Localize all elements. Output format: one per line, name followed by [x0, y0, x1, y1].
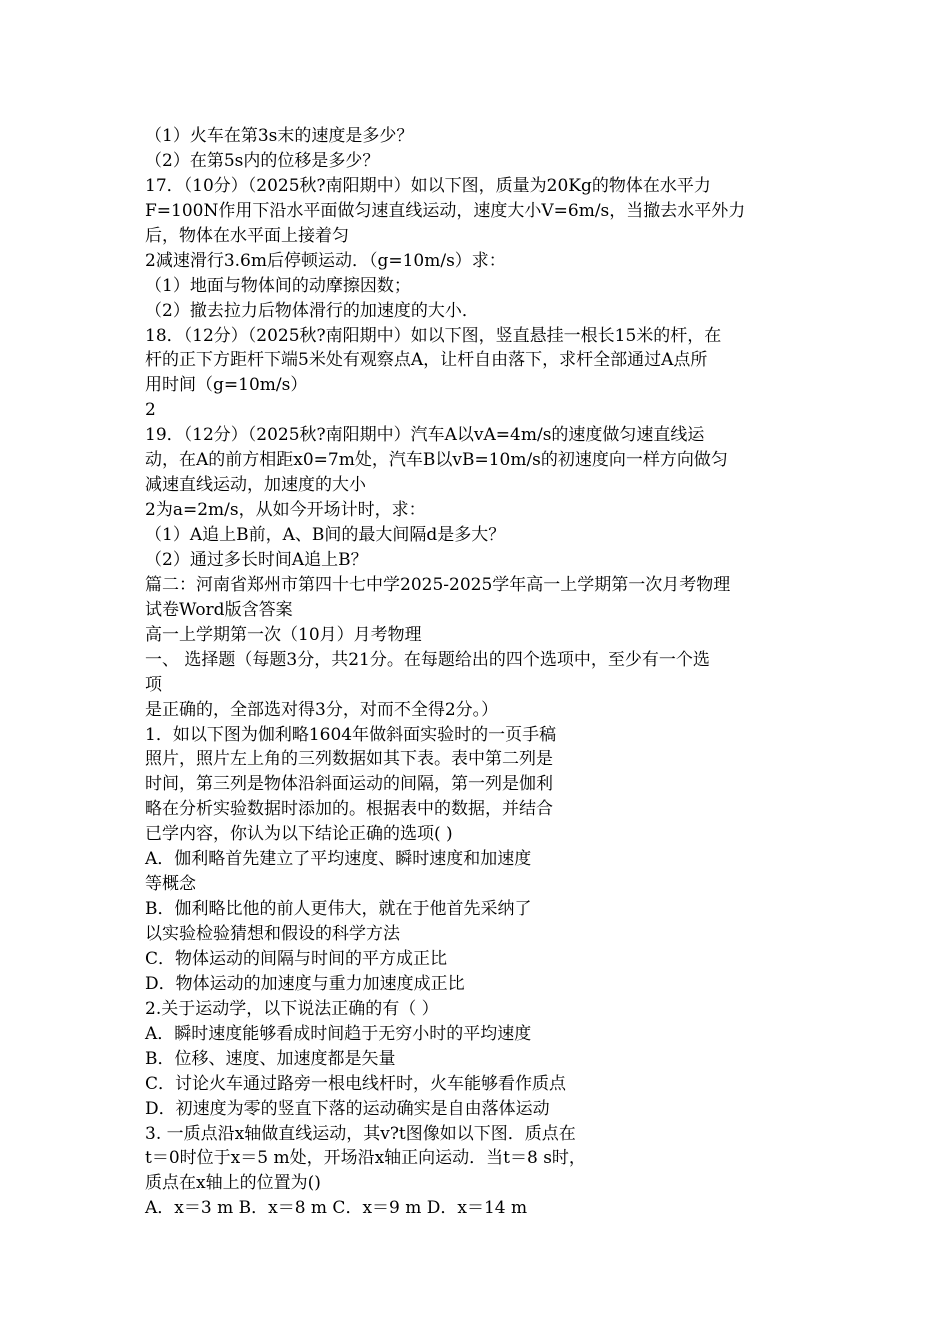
- text-line: B．位移、速度、加速度都是矢量: [145, 1048, 396, 1069]
- document-body: [145, 124, 815, 1221]
- text-line: 已学内容，你认为以下结论正确的选项( ): [145, 824, 453, 845]
- text-line: 篇二：河南省郑州市第四十七中学2025-2025学年高一上学期第一次月考物理: [145, 574, 731, 595]
- text-line: 质点在x轴上的位置为(): [145, 1173, 321, 1194]
- text-line: （1）A追上B前，A、B间的最大间隔d是多大？: [145, 525, 506, 545]
- text-line: D．初速度为零的竖直下落的运动确实是自由落体运动: [145, 1098, 550, 1119]
- text-line: 1．如以下图为伽利略1604年做斜面实验时的一页手稿: [145, 724, 557, 745]
- text-line: A．x＝3 m B．x＝8 m C．x＝9 m D．x＝14 m: [145, 1198, 528, 1219]
- text-line: 2.关于运动学，以下说法正确的有（ ）: [145, 998, 439, 1019]
- text-line: A．瞬时速度能够看成时间趋于无穷小时的平均速度: [145, 1023, 532, 1044]
- text-line: t＝0时位于x＝5 m处，开场沿x轴正向运动．当t＝8 s时，: [145, 1148, 586, 1169]
- text-line: 是正确的，全部选对得3分，对而不全得2分。）: [145, 699, 499, 720]
- text-line: 减速直线运动，加速度的大小: [145, 475, 366, 496]
- text-line: 试卷Word版含答案: [145, 599, 293, 620]
- text-line: 19．（12分）（2025秋?南阳期中）汽车A以vA=4m/s的速度做匀速直线运: [145, 425, 705, 446]
- text-line: C．物体运动的间隔与时间的平方成正比: [145, 948, 448, 969]
- text-line: 18．（12分）（2025秋?南阳期中）如以下图，竖直悬挂一根长15米的杆，在: [145, 325, 722, 346]
- text-line: 2减速滑行3.6m后停顿运动．（g=10m/s）求：: [145, 250, 506, 271]
- text-line: 17．（10分）（2025秋?南阳期中）如以下图，质量为20Kg的物体在水平力: [145, 175, 711, 196]
- text-line: 动，在A的前方相距x0=7m处，汽车B以vB=10m/s的初速度向一样方向做匀: [145, 450, 728, 471]
- text-line: 后，物体在水平面上接着匀: [145, 225, 349, 246]
- text-line: 时间，第三列是物体沿斜面运动的间隔，第一列是伽利: [145, 774, 553, 795]
- text-line: 2: [145, 400, 156, 421]
- text-line: （2）通过多长时间A追上B？: [145, 549, 368, 570]
- text-line: 略在分析实验数据时添加的。根据表中的数据，并结合: [145, 799, 553, 820]
- text-line: 以实验检验猜想和假设的科学方法: [145, 924, 400, 944]
- text-line: （1）火车在第3s末的速度是多少？: [145, 126, 414, 146]
- text-line: 2为a=2m/s，从如今开场计时，求：: [145, 500, 426, 521]
- text-line: A．伽利略首先建立了平均速度、瞬时速度和加速度: [145, 849, 532, 870]
- text-line: 照片，照片左上角的三列数据如其下表。表中第二列是: [145, 749, 553, 770]
- text-line: （2）撤去拉力后物体滑行的加速度的大小．: [145, 300, 479, 321]
- text-line: 高一上学期第一次（10月）月考物理: [145, 624, 422, 645]
- text-line: 等概念: [145, 874, 196, 895]
- text-line: （2）在第5s内的位移是多少？: [145, 150, 380, 171]
- text-line: D．物体运动的加速度与重力加速度成正比: [145, 973, 465, 994]
- text-line: F=100N作用下沿水平面做匀速直线运动，速度大小V=6m/s，当撤去水平外力: [145, 200, 746, 221]
- text-line: 杆的正下方距杆下端5米处有观察点A，让杆自由落下，求杆全部通过A点所: [145, 350, 708, 371]
- text-line: （1）地面与物体间的动摩擦因数；: [145, 275, 411, 296]
- text-line: 用时间（g=10m/s）: [145, 375, 308, 396]
- text-line: 一、 选择题（每题3分，共21分。在每题给出的四个选项中，至少有一个选: [145, 649, 710, 670]
- text-line: C．讨论火车通过路旁一根电线杆时，火车能够看作质点: [145, 1073, 567, 1094]
- text-line: 3. 一质点沿x轴做直线运动，其v?t图像如以下图．质点在: [145, 1123, 576, 1144]
- text-line: B．伽利略比他的前人更伟大，就在于他首先采纳了: [145, 899, 532, 920]
- text-line: 项: [145, 674, 162, 695]
